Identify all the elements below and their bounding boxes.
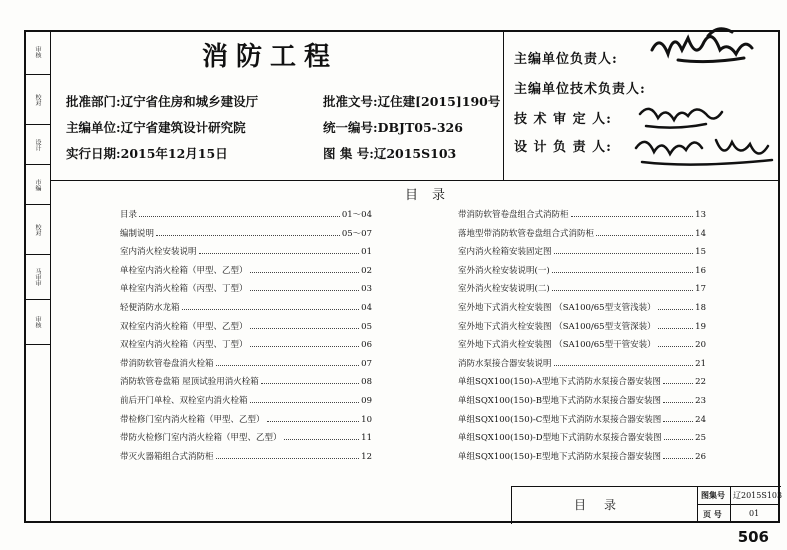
side-cell: 审核 [24,30,51,75]
toc-entry-page: 05～07 [341,228,372,239]
toc-entry-page: 16 [695,265,706,276]
toc-entry[interactable] [458,204,706,220]
toc-leader-dots [663,458,693,459]
toc-entry-page: 05 [361,321,372,332]
side-signature-strip [24,30,51,523]
toc-entry[interactable] [120,409,372,425]
side-cell: 市编 [24,165,51,205]
title-block-divider [697,504,780,505]
toc-entry-title: 消防软管卷盘箱 屋顶试验用消火栓箱 [120,377,259,388]
side-cell: 设计 [24,125,51,165]
toc-entry-page: 14 [695,228,706,239]
toc-entry[interactable] [458,409,706,425]
toc-leader-dots [571,216,694,217]
toc-leader-dots [261,383,359,384]
toc-leader-dots [216,365,360,366]
toc-entry-title: 带检修门室内消火栓箱（甲型、乙型） [120,414,265,425]
toc-entry-page: 20 [695,340,706,351]
toc-entry-title: 编制说明 [120,228,155,239]
toc-leader-dots [663,383,693,384]
toc-leader-dots [250,272,360,273]
toc-entry-page: 12 [361,451,372,462]
toc-entry[interactable] [120,241,372,257]
toc-leader-dots [554,365,694,366]
side-cell: 马审审 [24,255,51,300]
toc-entry-page: 15 [695,247,706,258]
signature-image [632,128,782,172]
chief-unit-head-label: 主编单位负责人: [514,52,618,67]
toc-entry[interactable] [458,390,706,406]
toc-entry[interactable] [458,297,706,313]
toc-leader-dots [658,328,694,329]
toc-entry[interactable] [120,223,372,239]
page-no-label: 页 号 [703,509,722,519]
toc-entry-title: 单组SQX100(150)-C型地下式消防水泵接合器安装图 [458,414,662,425]
toc-entry[interactable] [120,316,372,332]
unified-number [323,118,463,136]
toc-entry-page: 01～04 [341,210,372,220]
toc-entry-page: 07 [361,358,372,369]
toc-entry-page: 26 [695,451,706,462]
toc-entry[interactable] [458,241,706,257]
toc-entry[interactable] [458,334,706,350]
unified-number-label: 统一编号: [323,120,378,135]
title-block-name: 目录 [573,498,634,512]
toc-leader-dots [663,421,693,422]
toc-leader-dots [250,402,360,403]
toc-entry-title: 双栓室内消火栓箱（丙型、丁型） [120,340,248,351]
toc-entry-title: 室外地下式消火栓安装图 （SA100/65型支管深装） [458,321,656,332]
toc-entry[interactable] [120,204,372,220]
toc-heading: 目录 [405,188,460,203]
toc-entry-title: 目录 [120,210,138,220]
toc-leader-dots [552,290,694,291]
toc-entry-page: 06 [361,340,372,351]
approval-dept [66,92,258,110]
toc-entry-page: 23 [695,396,706,406]
toc-leader-dots [552,272,694,273]
toc-leader-dots [156,235,340,236]
toc-entry-title: 带灭火器箱组合式消防柜 [120,451,214,462]
toc-entry[interactable] [120,334,372,350]
toc-entry-page: 17 [695,284,706,295]
toc-entry-page: 24 [695,414,706,425]
approval-doc [323,92,500,110]
signature-image [648,20,768,70]
editor-unit-label: 主编单位: [66,120,121,135]
toc-entry-page: 10 [361,414,372,425]
toc-entry[interactable] [120,353,372,369]
toc-entry-title: 单组SQX100(150)-B型地下式消防水泵接合器安装图 [458,396,662,406]
toc-entry[interactable] [458,223,706,239]
atlas-number-value: 辽2015S103 [373,146,457,161]
page-number: 506 [737,528,769,546]
toc-entry-title: 单组SQX100(150)-A型地下式消防水泵接合器安装图 [458,377,661,388]
toc-leader-dots [250,328,360,329]
toc-entry-page: 09 [361,396,372,406]
toc-entry[interactable] [120,446,372,462]
toc-leader-dots [658,346,694,347]
toc-leader-dots [182,309,360,310]
toc-entry[interactable] [458,260,706,276]
toc-leader-dots [596,235,693,236]
tech-reviewer-label: 技 术 审 定 人: [514,112,612,127]
header-divider [503,30,504,180]
toc-entry-page: 02 [361,265,372,276]
toc-leader-dots [250,290,360,291]
approval-dept-label: 批准部门: [66,94,121,109]
toc-entry-title: 室内消火栓安装说明 [120,247,197,258]
toc-entry-title: 室外消火栓安装说明(一) [458,265,550,276]
toc-leader-dots [554,253,694,254]
toc-entry-title: 室外地下式消火栓安装图 （SA100/65型干管安装） [458,340,656,351]
chief-unit-tech-head-label: 主编单位技术负责人: [514,82,646,97]
toc-leader-dots [663,402,693,403]
toc-entry[interactable] [458,371,706,387]
toc-entry-page: 13 [695,210,706,220]
toc-entry-page: 21 [695,358,706,369]
toc-entry-page: 19 [695,321,706,332]
toc-entry-title: 单组SQX100(150)-E型地下式消防水泵接合器安装图 [458,451,662,462]
toc-leader-dots [216,458,360,459]
toc-entry-page: 25 [695,433,706,444]
toc-entry[interactable] [458,446,706,462]
document-title: 消防工程 [201,42,338,72]
toc-entry-page: 18 [695,303,706,313]
toc-leader-dots [199,253,360,254]
toc-entry[interactable] [120,427,372,443]
toc-entry-title: 室内消火栓箱安装固定图 [458,247,552,258]
toc-entry-title: 双栓室内消火栓箱（甲型、乙型） [120,321,248,332]
toc-entry-title: 带消防软管卷盘组合式消防柜 [458,210,569,220]
toc-leader-dots [664,439,694,440]
toc-leader-dots [250,346,360,347]
toc-entry[interactable] [120,260,372,276]
toc-entry-title: 单栓室内消火栓箱（丙型、丁型） [120,284,248,295]
signature-image [636,96,726,132]
toc-entry[interactable] [458,316,706,332]
toc-entry-title: 消防水泵接合器安装说明 [458,358,552,369]
toc-entry-page: 08 [361,377,372,388]
toc-entry-title: 带防火检修门室内消火栓箱（甲型、乙型） [120,433,282,444]
atlas-number-label: 图 集 号: [323,146,374,161]
page-no-value: 01 [749,509,760,518]
toc-entry-page: 01 [361,247,372,258]
toc-entry[interactable] [458,427,706,443]
approval-doc-label: 批准文号: [323,94,378,109]
toc-entry-page: 11 [361,433,372,444]
editor-unit-value: 辽宁省建筑设计研究院 [120,120,246,135]
toc-entry-title: 室外消火栓安装说明(二) [458,284,550,295]
effective-date-label: 实行日期: [66,146,121,161]
atlas-number [323,144,456,162]
editor-unit [66,118,246,136]
toc-entry-page: 04 [361,303,372,313]
toc-entry-title: 带消防软管卷盘消火栓箱 [120,358,214,369]
toc-leader-dots [284,439,360,440]
toc-entry-title: 单组SQX100(150)-D型地下式消防水泵接合器安装图 [458,433,662,444]
toc-entry-title: 室外地下式消火栓安装图 （SA100/65型支管浅装） [458,303,656,313]
toc-entry-title: 落地型带消防软管卷盘组合式消防柜 [458,228,595,239]
toc-leader-dots [658,309,694,310]
toc-entry[interactable] [120,371,372,387]
effective-date-value: 2015年12月15日 [120,146,228,161]
effective-date [66,144,228,162]
design-lead-label: 设 计 负 责 人: [514,140,612,155]
unified-number-value: DBJT05-326 [377,120,463,135]
atlas-no-label: 图集号 [701,490,725,500]
toc-leader-dots [267,421,360,422]
toc-entry[interactable] [120,278,372,294]
side-cell: 校对 [24,75,51,125]
approval-dept-value: 辽宁省住房和城乡建设厅 [120,94,259,109]
toc-entry-title: 轻便消防水龙箱 [120,303,180,313]
toc-leader-dots [139,216,340,217]
side-cell: 校对 [24,205,51,255]
toc-entry-page: 22 [695,377,706,388]
atlas-no-value: 辽2015S103 [733,491,783,500]
side-cell: 审核 [24,300,51,345]
approval-doc-value: 辽住建[2015]190号 [377,94,501,109]
toc-entry[interactable] [458,278,706,294]
toc-entry-page: 03 [361,284,372,295]
toc-entry[interactable] [120,297,372,313]
toc-entry-title: 前后开门单栓、双栓室内消火栓箱 [120,396,248,406]
toc-entry[interactable] [458,353,706,369]
toc-entry[interactable] [120,390,372,406]
toc-entry-title: 单栓室内消火栓箱（甲型、乙型） [120,265,248,276]
